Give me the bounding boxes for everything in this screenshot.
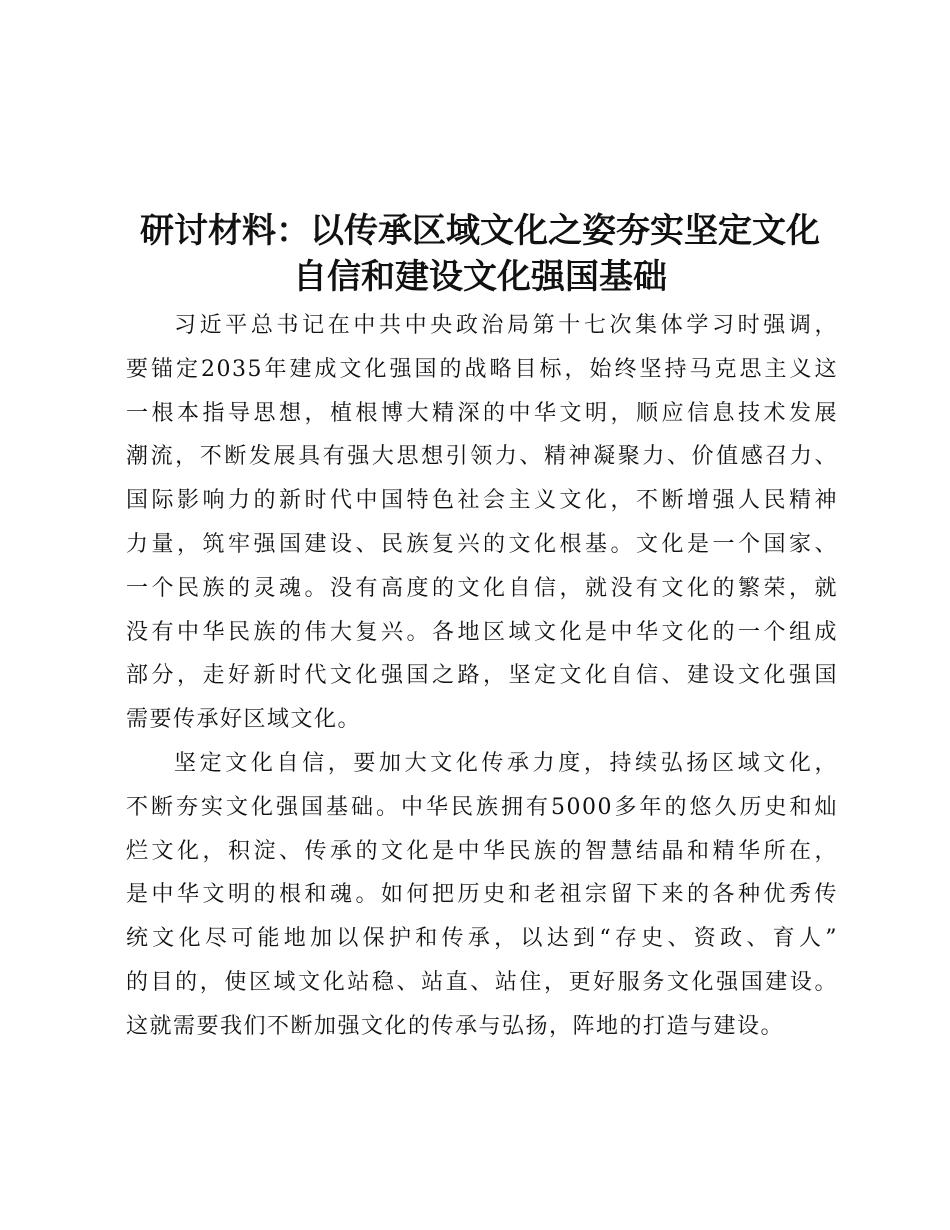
title-line: 自信和建设文化强国基础 xyxy=(293,257,667,297)
text-line: 统文化尽可能地加以保护和传承，以达到“存史、资政、育人” xyxy=(126,926,838,952)
paragraph-1 xyxy=(126,304,838,742)
text-line: 是中华文明的根和魂。如何把历史和老祖宗留下来的各种优秀传 xyxy=(126,882,838,908)
text-line: 坚定文化自信，要加大文化传承力度，持续弘扬区域文化， xyxy=(174,750,838,776)
paragraph-2 xyxy=(126,742,838,1049)
document-title xyxy=(120,208,840,300)
text-line: 习近平总书记在中共中央政治局第十七次集体学习时强调， xyxy=(174,313,838,338)
text-line: 需要传承好区域文化。 xyxy=(126,707,362,733)
text-line: 没有中华民族的伟大复兴。各地区域文化是中华文化的一个组成 xyxy=(126,619,838,645)
document-body xyxy=(126,304,838,1049)
text-line: 国际影响力的新时代中国特色社会主义文化，不断增强人民精神 xyxy=(126,488,838,514)
text-line: 部分，走好新时代文化强国之路，坚定文化自信、建设文化强国 xyxy=(126,663,838,689)
text-line: 的目的，使区域文化站稳、站直、站住，更好服务文化强国建设。 xyxy=(126,969,838,995)
text-line: 要锚定2035年建成文化强国的战略目标，始终坚持马克思主义这 xyxy=(126,356,838,382)
text-line: 烂文化，积淀、传承的文化是中华民族的智慧结晶和精华所在， xyxy=(126,838,838,864)
text-line: 一根本指导思想，植根博大精深的中华文明，顺应信息技术发展 xyxy=(126,400,838,426)
text-line: 不断夯实文化强国基础。中华民族拥有5000多年的悠久历史和灿 xyxy=(126,794,838,820)
text-line: 这就需要我们不断加强文化的传承与弘扬，阵地的打造与建设。 xyxy=(126,1013,785,1039)
title-line: 研讨材料：以传承区域文化之姿夯实坚定文化 xyxy=(140,211,820,251)
text-line: 力量，筑牢强国建设、民族复兴的文化根基。文化是一个国家、 xyxy=(126,531,838,557)
text-line: 一个民族的灵魂。没有高度的文化自信，就没有文化的繁荣，就 xyxy=(126,575,838,601)
text-line: 潮流，不断发展具有强大思想引领力、精神凝聚力、价值感召力、 xyxy=(126,444,838,470)
